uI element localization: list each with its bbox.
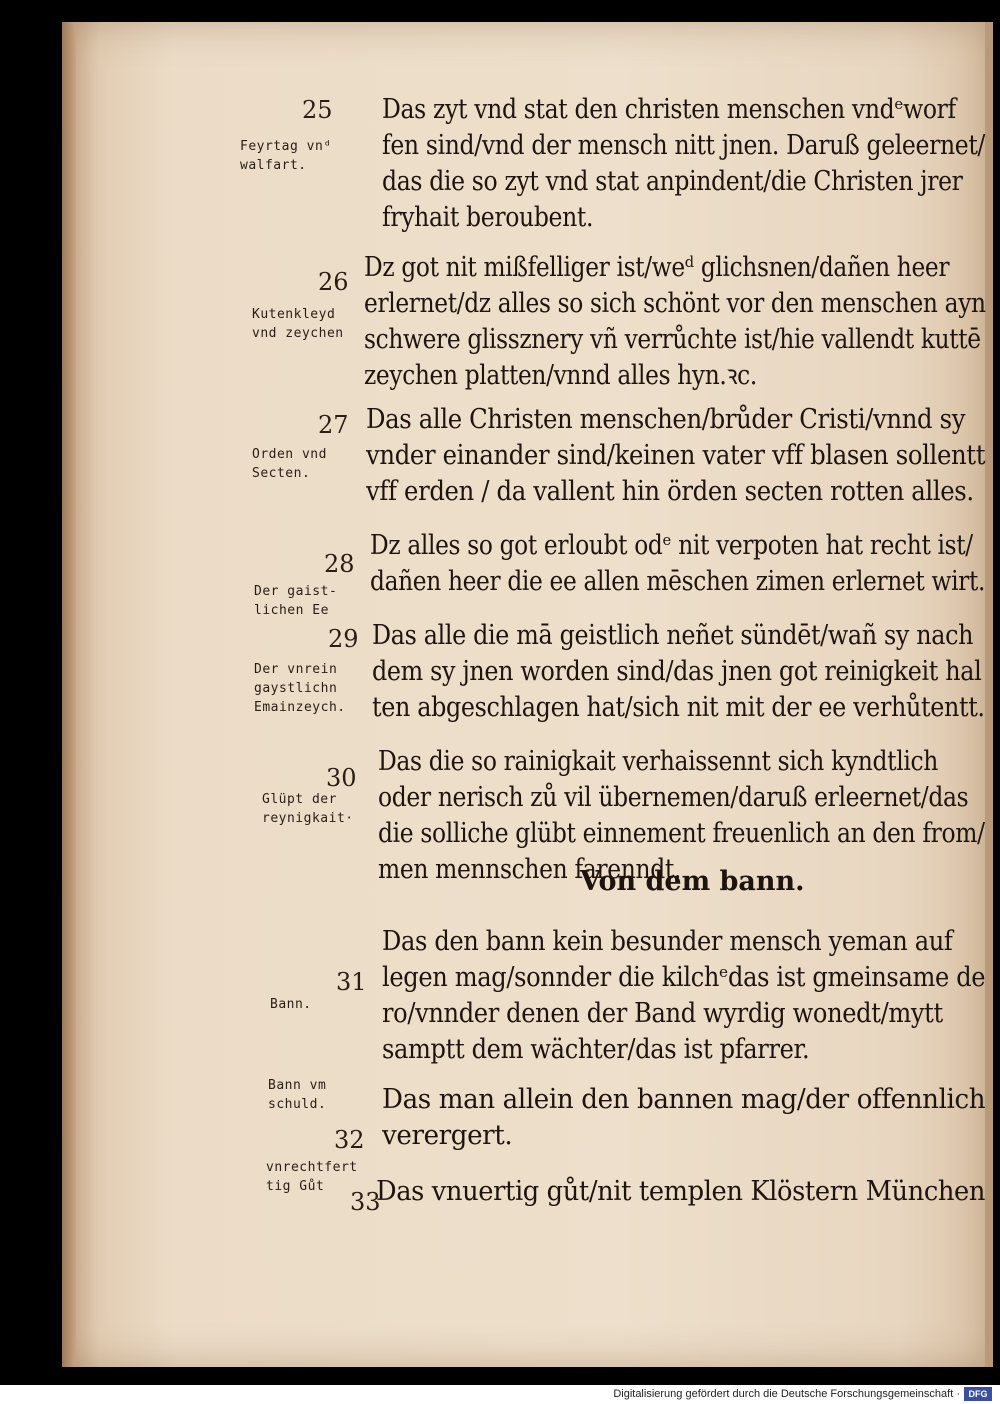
margin-number: 29 (328, 625, 359, 653)
page-right-edge (985, 22, 993, 1367)
margin-note: Der gaist- lichen Ee (254, 584, 338, 618)
paragraph-28: Dz alles so got erloubt odᵉ nit verpoten hat recht ist/ dañen heer die ee allen mēschen zimen erlernet wirt. (370, 530, 986, 597)
margin-number: 27 (318, 411, 349, 439)
margin-note: Kutenkleyd vnd zeychen (252, 307, 344, 341)
paragraph-29: Das alle die mā geistlich neñet sündēt/wañ sy nach dem sy jnen worden sind/das jnen got reinigkeit hal ten abgeschlagen hat/sich nit mit der ee verhůtentt. (372, 620, 985, 723)
margin-number: 30 (326, 764, 357, 792)
paragraph-33: Das vnuertig gůt/nit templen Klöstern München (376, 1176, 986, 1207)
margin-note: Der vnrein gaystlichn Emainzeych. (254, 662, 346, 715)
paragraph-32: Das man allein den bannen mag/der offennlich verergert. (382, 1084, 986, 1151)
margin-number: 26 (318, 268, 349, 296)
paragraph-31: Das den bann kein besunder mensch yeman auf legen mag/sonnder die kilchᵉdas ist gmeinsame de ro/vnnder denen der Band wyrdig wonedt/mytt samptt dem wächter/das ist pfarrer. (382, 926, 986, 1065)
margin-note: Orden vnd Secten. (252, 447, 327, 481)
footer-bar (0, 1385, 1000, 1404)
margin-note: Feyrtag vnᵈ walfart. (240, 139, 332, 173)
section-heading: Von dem bann. (580, 866, 805, 897)
margin-number: 32 (334, 1126, 365, 1154)
margin-note: Glüpt der reynigkait· (262, 792, 354, 826)
margin-note: vnrechtfert tig Gůt (266, 1160, 358, 1194)
footer-credit: Digitalisierung gefördert durch die Deutsche Forschungsgemeinschaft · (613, 1388, 960, 1400)
margin-note: Bann vm schuld. (268, 1078, 327, 1112)
margin-number: 25 (302, 96, 333, 124)
margin-number: 31 (336, 968, 367, 996)
paragraph-25: Das zyt vnd stat den christen menschen vndᵉworf fen sind/vnd der mensch nitt jnen. Daruß geleernet/ das die so zyt vnd stat anpindent/die Christen jrer fryhait beroubent. (382, 94, 986, 233)
margin-number: 28 (324, 550, 355, 578)
margin-note: Bann. (270, 997, 312, 1012)
paragraph-30: Das die so rainigkait verhaissennt sich kyndtlich oder nerisch zů vil übernemen/daruß erleernet/das die solliche glübt einnement freuenlich an den from/ men mennschen farenndt. (378, 746, 985, 885)
paragraph-26: Dz got nit mißfelliger ist/weᵈ glichsnen/dañen heer erlernet/dz alles so sich schönt vor den menschen ayn schwere glissznery vñ verrůchte ist/hie vallendt kuttē zeychen platten/vnnd alles hyn.ꝛc. (364, 252, 986, 391)
page-binding-edge (62, 22, 76, 1367)
margin-number: 33 (350, 1188, 381, 1216)
dfg-logo-icon: DFG (964, 1387, 992, 1401)
paragraph-27: Das alle Christen menschen/brůder Cristi/vnnd sy vnder einander sind/keinen vater vff blasen sollentt vff erden / da vallent hin örden secten rotten alles. (366, 404, 986, 507)
